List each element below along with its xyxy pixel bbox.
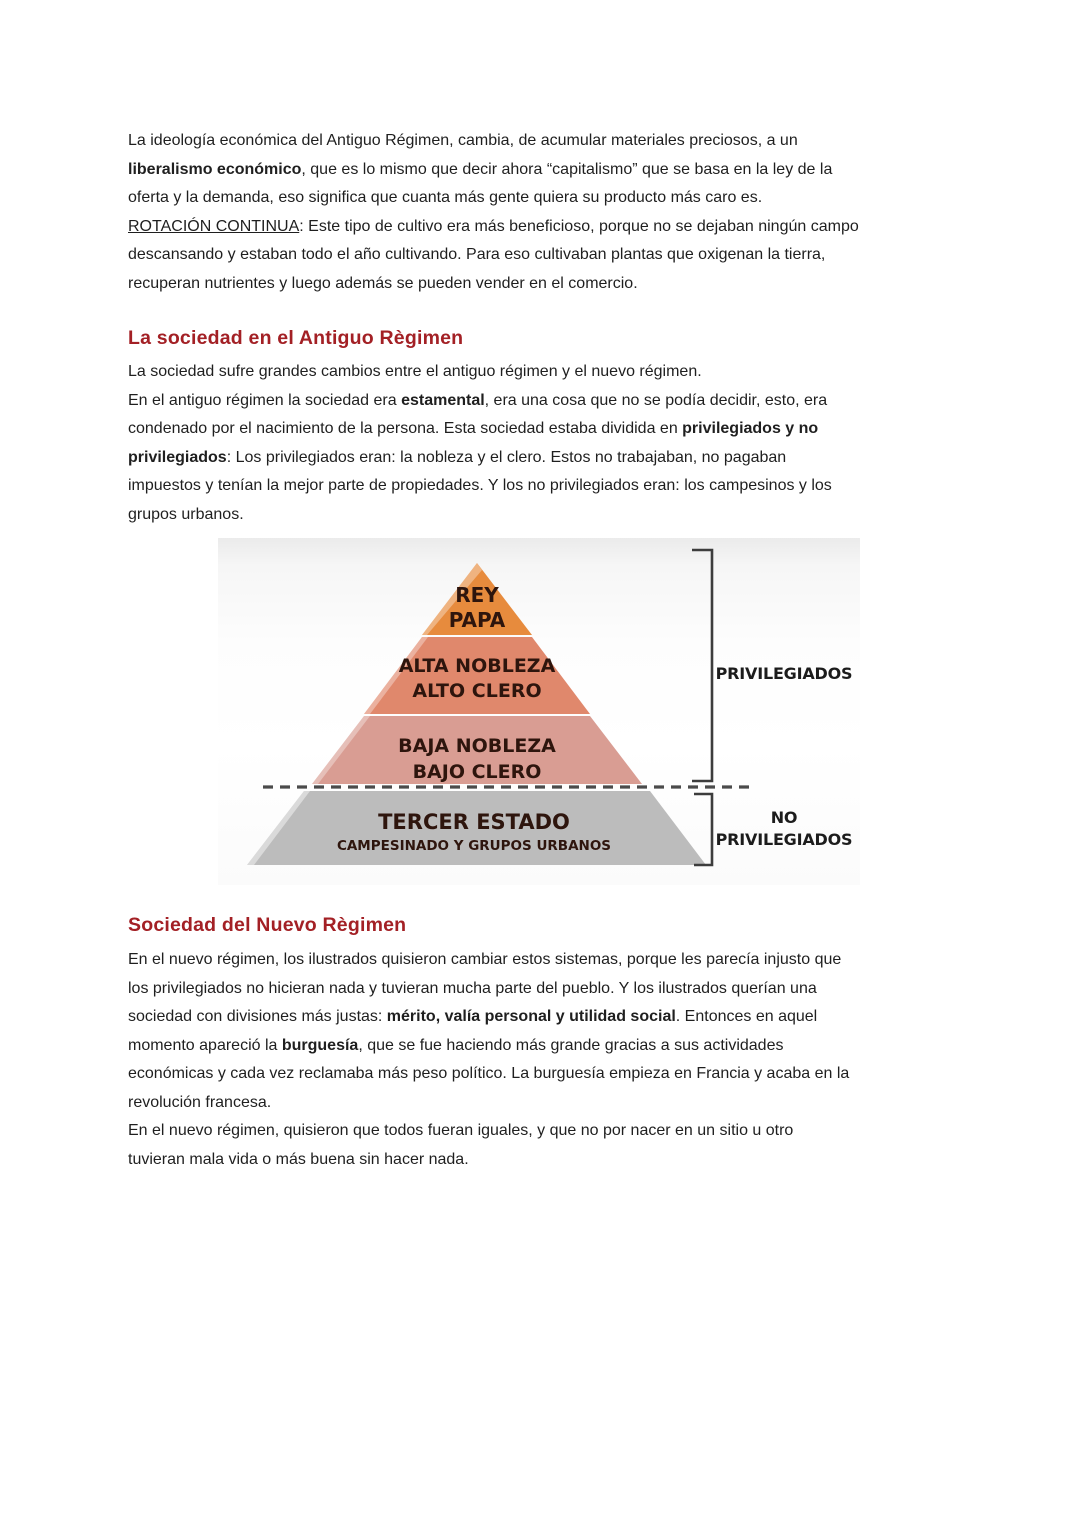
- text-run: , era una cosa que no se podía decidir, esto, era: [484, 391, 828, 409]
- tier1-label-line1: REY: [455, 583, 499, 607]
- text-line: [128, 1146, 968, 1175]
- text-run: tuvieran mala vida o más buena sin hacer nada.: [128, 1150, 469, 1168]
- text-line: [128, 501, 968, 530]
- text-line: [128, 975, 968, 1004]
- text-run: condenado por el nacimiento de la persona. Esta sociedad estaba dividida en: [128, 420, 683, 437]
- text-line: [128, 1032, 968, 1061]
- text-line: [128, 1060, 968, 1089]
- text-line: [128, 946, 968, 975]
- privilegiados-label: PRIVILEGIADOS: [715, 664, 853, 683]
- social-pyramid-diagram: [218, 538, 860, 885]
- text-line: [128, 241, 968, 270]
- text-run: : Los privilegiados eran: la nobleza y el clero. Estos no trabajaban, no pagaban: [226, 448, 787, 466]
- text-line: [128, 1003, 968, 1032]
- text-run: impuestos y tenían la mejor parte de propiedades. Y los no privilegiados eran: los campesinos y los: [128, 477, 832, 494]
- no-privilegiados-label-line2: PRIVILEGIADOS: [715, 830, 853, 849]
- tier2-label-line1: ALTA NOBLEZA: [398, 655, 556, 677]
- text-run: La sociedad sufre grandes cambios entre el antiguo régimen y el nuevo régimen.: [128, 363, 702, 380]
- social-pyramid-figure: [218, 538, 860, 885]
- tier4-label-line1: TERCER ESTADO: [378, 810, 570, 834]
- text-line: [128, 127, 968, 156]
- text-run: . Entonces en aquel: [675, 1008, 818, 1025]
- text-run: descansando y estaban todo el año cultivando. Para eso cultivaban plantas que oxigenan la tierra,: [128, 246, 826, 263]
- tier4-label-line2: CAMPESINADO Y GRUPOS URBANOS: [336, 838, 612, 854]
- paragraph-sociedad-antiguo: [128, 358, 968, 529]
- text-run: revolución francesa.: [128, 1093, 272, 1111]
- text-run-bold: estamental: [401, 391, 485, 409]
- tier2-label-line2: ALTO CLERO: [412, 680, 542, 702]
- paragraph-economia: [128, 127, 968, 298]
- text-run: En el nuevo régimen, los ilustrados quisieron cambiar estos sistemas, porque les parecía injusto que: [128, 951, 842, 968]
- text-run: sociedad con divisiones más justas:: [128, 1008, 387, 1025]
- text-run: momento apareció la: [128, 1036, 282, 1054]
- text-run-bold: privilegiados y no: [682, 420, 819, 437]
- text-line: [128, 213, 968, 242]
- text-run: oferta y la demanda, eso significa que cuanta más gente quiera su producto más caro es.: [128, 189, 763, 206]
- text-run: : Este tipo de cultivo era más beneficioso, porque no se dejaban ningún campo: [299, 217, 859, 235]
- text-line: [128, 1117, 968, 1146]
- section-heading-antiguo-regimen: La sociedad en el Antiguo Règimen: [128, 327, 464, 349]
- tier3-label-line2: BAJO CLERO: [412, 761, 542, 783]
- section-heading-nuevo-regimen: Sociedad del Nuevo Règimen: [128, 914, 407, 936]
- text-run: económicas y cada vez reclamaba más peso político. La burguesía empieza en Francia y acaba en la: [128, 1065, 850, 1082]
- text-run: recuperan nutrientes y luego además se pueden vender en el comercio.: [128, 274, 638, 292]
- no-privilegiados-label-line1: NO: [770, 808, 798, 827]
- text-line: [128, 270, 968, 299]
- text-run: los privilegiados no hicieran nada y tuvieran mucha parte del pueblo. Y los ilustrados querían una: [128, 979, 817, 997]
- text-run: En el antiguo régimen la sociedad era: [128, 391, 402, 409]
- text-line: [128, 358, 968, 387]
- text-run-bold: mérito, valía personal y utilidad social: [386, 1008, 676, 1025]
- text-line: [128, 444, 968, 473]
- text-line: [128, 415, 968, 444]
- text-line: [128, 1089, 968, 1118]
- tier3-label-line1: BAJA NOBLEZA: [398, 735, 556, 757]
- text-run: La ideología económica del Antiguo Régimen, cambia, de acumular materiales preciosos, a un: [128, 132, 798, 149]
- text-run: , que es lo mismo que decir ahora “capitalismo” que se basa en la ley de la: [301, 160, 833, 178]
- text-run-bold: liberalismo económico: [128, 160, 302, 178]
- text-run: En el nuevo régimen, quisieron que todos fueran iguales, y que no por nacer en un sitio u otro: [128, 1122, 794, 1139]
- text-line: [128, 184, 968, 213]
- text-run: , que se fue haciendo más grande gracias a sus actividades: [358, 1036, 784, 1054]
- tier1-label-line2: PAPA: [448, 608, 506, 632]
- text-line: [128, 156, 968, 185]
- text-line: [128, 387, 968, 416]
- paragraph-sociedad-nuevo: [128, 946, 968, 1174]
- text-run-underline: ROTACIÓN CONTINUA: [128, 217, 300, 235]
- text-run-bold: burguesía: [281, 1036, 359, 1054]
- text-run-bold: privilegiados: [128, 448, 227, 466]
- privilegiados-bracket: [692, 550, 712, 781]
- text-run: grupos urbanos.: [128, 505, 244, 523]
- text-line: [128, 472, 968, 501]
